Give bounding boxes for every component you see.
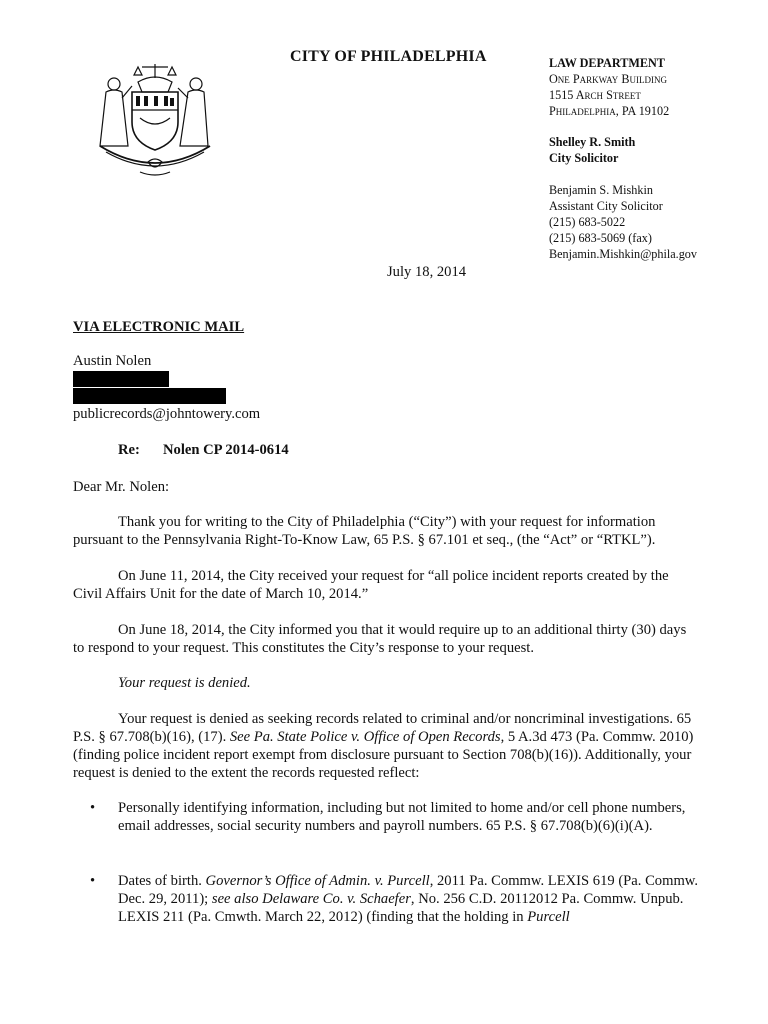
bullet-icon: • — [90, 873, 96, 889]
address-line-3: Philadelphia, PA 19102 — [549, 104, 670, 118]
paragraph-denial-reasons — [73, 710, 698, 782]
paragraph-intro: Thank you for writing to the City of Philadelphia (“City”) with your request for information pursuant to the Pennsylvania Right-To-Know Law, 65 P.S. § 67.101 et seq., (the “Act” or “RTKL”). — [73, 514, 656, 548]
letterhead-contact-block — [549, 55, 759, 262]
denial-text: Your request is denied as seeking records related to criminal and/or noncriminal investigations. 65 P.S. § 67.708(b)(16), (17). — [73, 711, 692, 745]
redaction-bar — [73, 388, 226, 404]
city-title: CITY OF PHILADELPHIA — [290, 48, 487, 65]
recipient-block — [73, 352, 260, 423]
recipient-name: Austin Nolen — [73, 353, 152, 369]
case-citation: see also Delaware Co. v. Schaefer — [211, 891, 411, 907]
delivery-method: VIA ELECTRONIC MAIL — [73, 319, 245, 335]
citation-text: , No. 256 C.D. 20112012 Pa. Commw. Unpub. LEXIS 211 (Pa. Cmwth. March 22, 2012) (finding that the holding in — [118, 891, 684, 925]
address-line-2: 1515 Arch Street — [549, 88, 641, 102]
department-name: LAW DEPARTMENT — [549, 56, 665, 70]
dob-text: Dates of birth. — [118, 873, 206, 889]
list-item — [90, 799, 700, 835]
re-subject: Nolen CP 2014-0614 — [163, 442, 289, 458]
paragraph-denied: Your request is denied. — [118, 675, 251, 691]
re-line — [118, 441, 289, 459]
address-line-1: One Parkway Building — [549, 72, 667, 86]
bullet-icon: • — [90, 800, 96, 816]
contact-fax: (215) 683-5069 (fax) — [549, 231, 652, 245]
re-label: Re: — [118, 442, 140, 458]
city-seal-logo — [92, 58, 218, 180]
case-citation: Governor’s Office of Admin. v. Purcell — [205, 873, 430, 889]
case-citation: See Pa. State Police v. Office of Open Records — [229, 729, 501, 745]
contact-title: Assistant City Solicitor — [549, 199, 663, 213]
denial-text-cont: , 5 A.3d 473 (Pa. Commw. 2010) (finding police incident report exempt from disclosure pursuant to Section 708(b)(16)). Additionally, your request is denied to the extent the records requested reflect: — [73, 729, 694, 781]
contact-email[interactable]: Benjamin.Mishkin@phila.gov — [549, 247, 697, 261]
paragraph-request-received: On June 11, 2014, the City received your request for “all police incident reports created by the Civil Affairs Unit for the date of March 10, 2014.” — [73, 568, 669, 602]
list-item — [90, 872, 700, 926]
letter-date: July 18, 2014 — [387, 264, 467, 280]
list-item-text: Personally identifying information, including but not limited to home and/or cell phone numbers, email addresses, social security numbers and payroll numbers. 65 P.S. § 67.708(b)(6)(i)(A). — [118, 800, 686, 834]
contact-phone: (215) 683-5022 — [549, 215, 626, 229]
salutation: Dear Mr. Nolen: — [73, 479, 170, 495]
paragraph-extension: On June 18, 2014, the City informed you that it would require up to an additional thirty (30) days to respond to your request. This constitutes the City’s response to your request. — [73, 622, 687, 656]
contact-name: Benjamin S. Mishkin — [549, 183, 653, 197]
redaction-bar — [73, 371, 169, 387]
case-citation: Purcell — [527, 909, 570, 925]
solicitor-title: City Solicitor — [549, 151, 619, 165]
citation-text: , 2011 Pa. Commw. LEXIS 619 (Pa. Commw. Dec. 29, 2011); — [118, 873, 699, 907]
recipient-email[interactable]: publicrecords@johntowery.com — [73, 406, 261, 422]
solicitor-name: Shelley R. Smith — [549, 135, 636, 149]
list-item-text — [118, 872, 700, 926]
